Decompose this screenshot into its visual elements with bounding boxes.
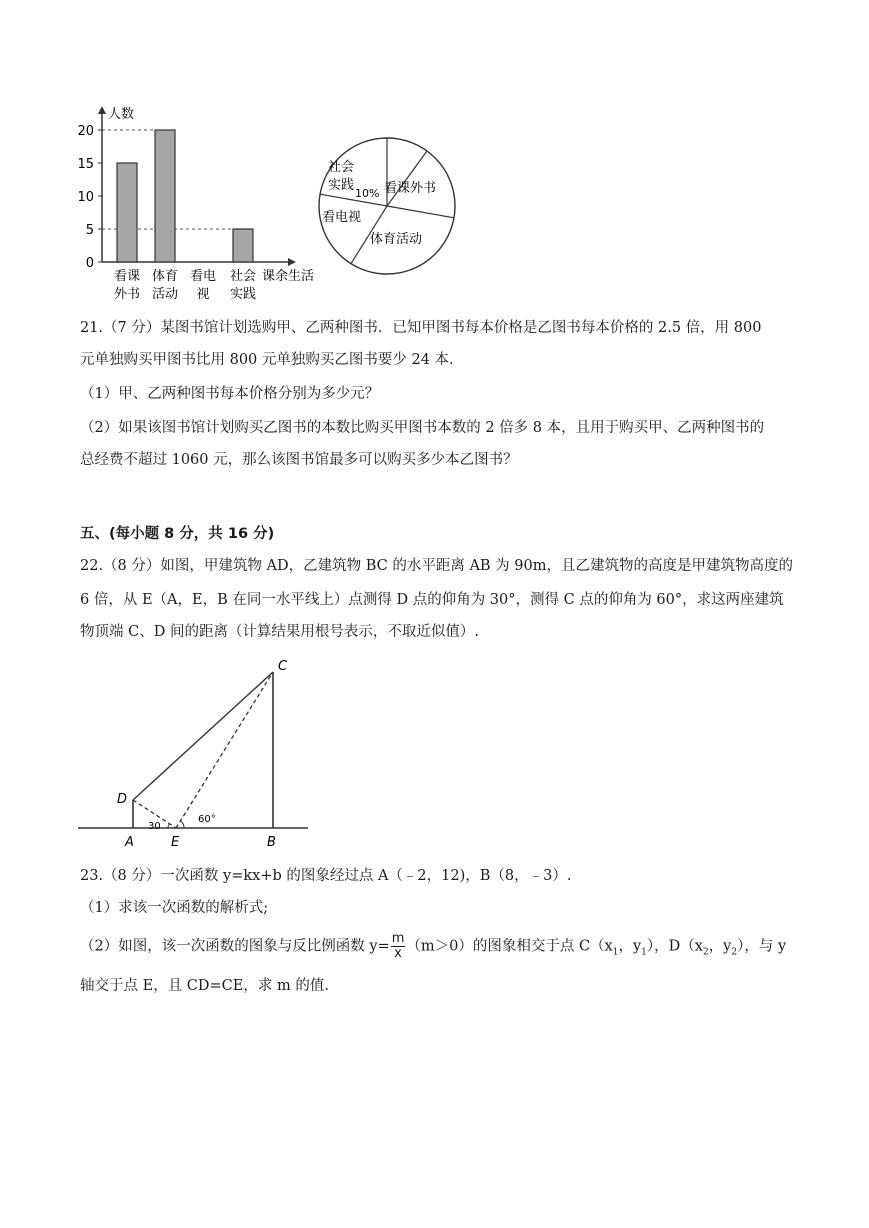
q22-line1: 22.（8 分）如图，甲建筑物 AD，乙建筑物 BC 的水平距离 AB 为 90m，且乙建筑物的高度是甲建筑物高度的 — [80, 558, 793, 574]
bar — [155, 130, 175, 262]
category-label: 外书 — [113, 287, 141, 300]
segment-ec — [176, 672, 273, 828]
category-label: 社会 — [229, 269, 257, 284]
pie-label-sports: 体育活动 — [370, 232, 423, 247]
q23-p2-text-d: ），D（x — [646, 938, 703, 955]
q23-p2-text-b: （m＞0）的图象相交于点 C（x — [406, 938, 613, 955]
fraction-numerator: m — [391, 931, 405, 946]
pie-label-tv: 看电视 — [322, 210, 362, 225]
section-heading: 五、(每小题 8 分，共 16 分) — [80, 526, 275, 542]
label-c: C — [278, 659, 288, 674]
subscript-2b: 2 — [731, 947, 738, 958]
label-angle30: 30 — [148, 821, 161, 832]
label-a: A — [125, 835, 134, 850]
x-axis-label: 课余生活 — [262, 269, 315, 284]
category-label: 活动 — [151, 287, 179, 300]
category-label: 实践 — [229, 287, 257, 300]
category-label: 体育 — [151, 269, 179, 284]
y-tick-label: 20 — [77, 124, 94, 139]
q21-line2: 元单独购买甲图书比用 800 元单独购买乙图书要少 24 本． — [80, 352, 464, 368]
q21-part1: （1）甲、乙两种图书每本价格分别为多少元？ — [80, 386, 380, 402]
subscript-1b: 1 — [641, 947, 647, 958]
building-figure — [70, 655, 390, 855]
q23-p2-text-c: ，y — [618, 938, 642, 955]
pie-chart — [308, 126, 468, 286]
fraction-m-over-x — [391, 932, 406, 961]
q23-p2-text-f: ），与 y — [737, 938, 787, 955]
q23-line1: 23.（8 分）一次函数 y=kx+b 的图象经过点 A（﹣2，12)，B（8，﹣3）. — [80, 868, 572, 884]
pie-label-practice: 社会 — [328, 160, 355, 175]
bar-chart — [70, 100, 330, 300]
label-angle60: 60° — [198, 814, 216, 825]
q22-line2: 6 倍，从 E（A，E，B 在同一水平线上）点测得 D 点的仰角为 30°，测得 C 点的仰角为 60°，求这两座建筑 — [80, 592, 784, 608]
pie-percent-label: 10% — [355, 187, 380, 200]
category-label: 看电 — [189, 269, 217, 284]
q21-line1: 21.（7 分）某图书馆计划选购甲、乙两种图书．已知甲图书每本价格是乙图书每本价格的 2.5 倍，用 800 — [80, 320, 762, 336]
y-tick-label: 15 — [77, 157, 94, 172]
subscript-1: 1 — [612, 947, 619, 958]
q21-part2-line1: （2）如果该图书馆计划购买乙图书的本数比购买甲图书本数的 2 倍多 8 本，且用于购买甲、乙两种图书的 — [80, 420, 765, 436]
subscript-2: 2 — [702, 947, 709, 958]
label-e: E — [171, 835, 180, 850]
label-b: B — [267, 835, 276, 850]
category-label: 视 — [196, 287, 210, 300]
angle-60-arc — [181, 821, 185, 828]
pie-label-reading: 看课外书 — [384, 181, 437, 196]
q23-p2-text-a: （2）如图，该一次函数的图象与反比例函数 y= — [80, 938, 390, 955]
y-axis-arrow — [98, 106, 106, 114]
q23-part2-line1 — [80, 932, 800, 962]
bar — [117, 163, 137, 262]
pie-divider — [387, 151, 427, 206]
pie-label-practice: 实践 — [328, 178, 355, 193]
segment-dc — [133, 672, 273, 800]
q23-part1: （1）求该一次函数的解析式; — [80, 900, 269, 916]
q23-part2-line2: 轴交于点 E，且 CD=CE，求 m 的值. — [80, 978, 329, 994]
y-axis-label: 人数 — [108, 107, 135, 122]
fraction-denominator: x — [394, 946, 402, 961]
x-axis-arrow — [288, 258, 296, 266]
label-d: D — [117, 792, 128, 807]
q22-line3: 物顶端 C、D 间的距离（计算结果用根号表示，不取近似值）. — [80, 624, 480, 640]
y-tick-label: 10 — [77, 190, 94, 205]
y-tick-label: 5 — [85, 223, 94, 238]
category-label: 看课 — [113, 269, 141, 284]
q23-p2-text-e: ，y — [708, 938, 732, 955]
y-tick-label: 0 — [85, 256, 94, 271]
q21-part2-line2: 总经费不超过 1060 元，那么该图书馆最多可以购买多少本乙图书？ — [80, 452, 518, 468]
pie-divider — [387, 206, 454, 218]
bar — [233, 229, 253, 262]
